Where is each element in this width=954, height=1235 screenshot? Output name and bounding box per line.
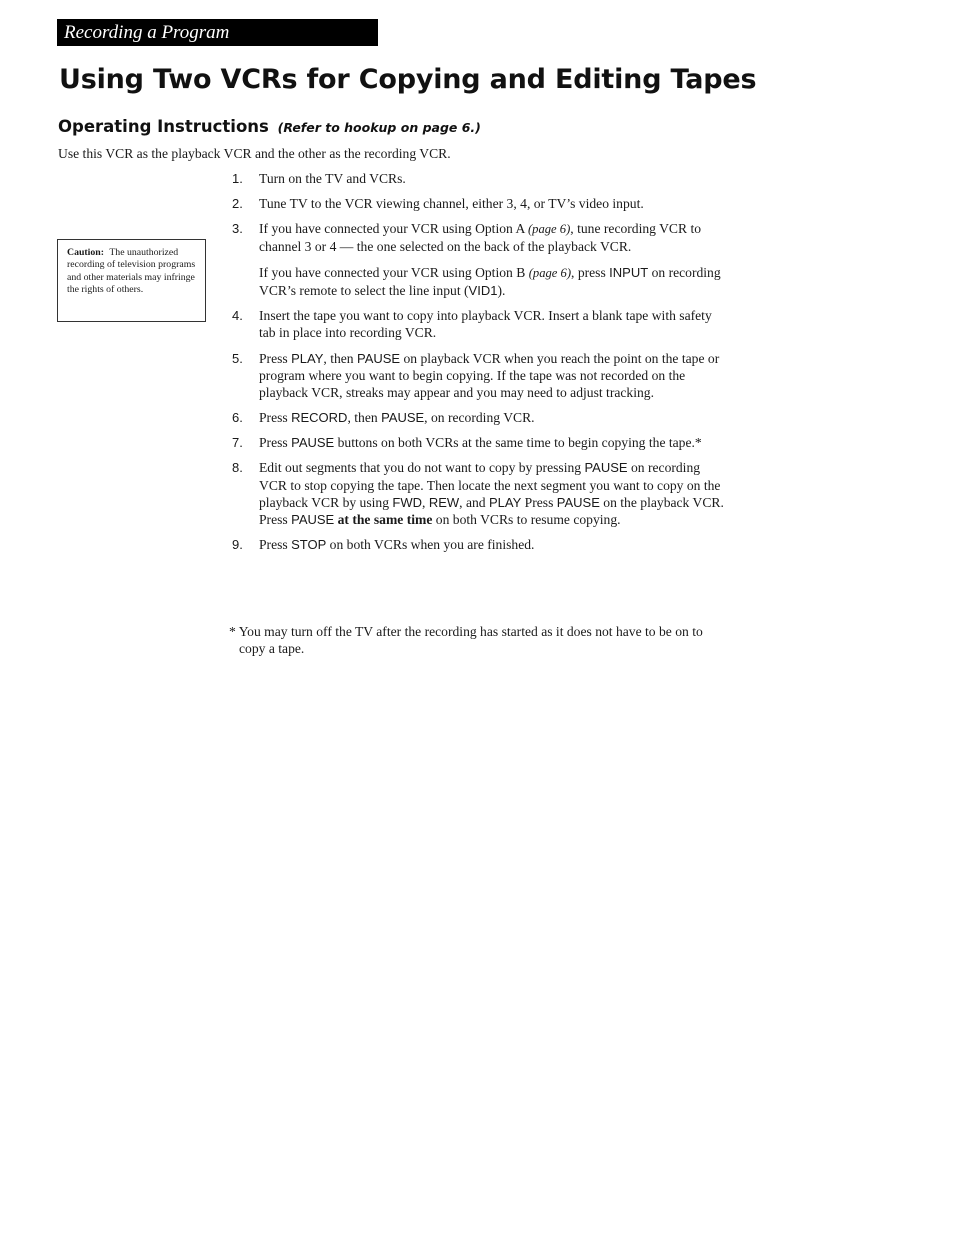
step-number: 6. (232, 410, 243, 426)
key-name: PLAY (489, 495, 522, 511)
step-text (259, 536, 729, 553)
intro-text: Use this VCR as the playback VCR and the other as the recording VCR. (58, 146, 451, 161)
key-name: PAUSE (291, 435, 335, 451)
step-3 (229, 220, 729, 299)
page-title: Using Two VCRs for Copying and Editing Tapes (59, 64, 757, 95)
step-8 (229, 459, 729, 528)
text-run: Press (259, 435, 292, 451)
key-name: REW (428, 495, 460, 511)
key-name: RECORD (291, 410, 348, 426)
step-text (259, 434, 729, 451)
key-name: STOP (291, 537, 327, 553)
key-name: PLAY (291, 350, 324, 366)
text-run: If you have connected your VCR using Option A (259, 221, 528, 237)
text-run: ). (497, 283, 506, 299)
instruction-steps (229, 170, 729, 562)
text-run: If you have connected your VCR using Option B (259, 264, 529, 280)
text-run: , and (459, 495, 489, 511)
emphasis-text: at the same time (337, 512, 433, 528)
text-run: , then (323, 350, 357, 366)
step-text: Turn on the TV and VCRs. (259, 171, 406, 186)
key-name: PAUSE (357, 350, 401, 366)
text-run: , tune recording VCR to channel 3 or 4 — the one selected on the back of the playback VCR. (259, 221, 702, 255)
text-run: Press (259, 350, 292, 366)
step-7 (229, 434, 729, 451)
step-text: Tune TV to the VCR viewing channel, either 3, 4, or TV’s video input. (259, 196, 644, 212)
text-run: on recording VCR’s remote to select the line input ( (259, 264, 721, 299)
text-run: Press (521, 495, 557, 511)
text-run: , then (347, 410, 382, 426)
text-run: Press (259, 410, 292, 426)
step-number: 4. (232, 308, 243, 324)
caution-text: The unauthorized recording of television programs and other materials may infringe the rights of others. (67, 247, 196, 296)
step-text: Insert the tape you want to copy into playback VCR. Insert a blank tape with safety tab in place into recording VCR. (259, 308, 712, 341)
text-run: on both VCRs when you are finished. (326, 537, 535, 553)
key-name: PAUSE (381, 410, 425, 426)
step-number: 2. (232, 196, 243, 212)
page-reference: (page 6) (527, 222, 571, 237)
step-number: 3. (232, 221, 243, 237)
key-name: INPUT (609, 264, 649, 280)
step-number: 9. (232, 537, 243, 553)
text-run: , on recording VCR. (424, 410, 535, 426)
page-reference: (page 6) (528, 265, 572, 280)
caution-label: Caution: (67, 247, 105, 258)
step-number: 7. (232, 435, 243, 451)
key-name: PAUSE (291, 512, 335, 528)
key-name: PAUSE (556, 495, 600, 511)
step-text (259, 459, 729, 528)
step-number: 5. (232, 350, 243, 366)
caution-box (57, 239, 206, 322)
text-run: on the playback VCR. Press (259, 495, 724, 528)
step-4 (229, 307, 729, 342)
section-reference: (Refer to hookup on page 6.) (277, 120, 481, 135)
step-6 (229, 409, 729, 426)
step-text-option-b (259, 264, 729, 300)
step-number: 8. (232, 460, 243, 476)
key-name: PAUSE (584, 460, 628, 476)
step-text-option-a (259, 220, 729, 256)
section-header-bar (57, 19, 378, 46)
text-run: , press (571, 264, 610, 280)
key-name: FWD (392, 495, 423, 511)
text-run: on both VCRs to resume copying. (432, 512, 621, 528)
text-run: on recording VCR to stop copying the tape. Then locate the next segment you want to copy on the playback VCR by using (259, 460, 721, 511)
step-text (259, 350, 729, 402)
text-run: on playback VCR when you reach the point on the tape or program where you want to begin copying. If the tape was not recorded on the playback VCR, streaks may appear and you may need to adjust tracking. (259, 350, 720, 401)
text-run: buttons on both VCRs at the same time to begin copying the tape.* (334, 435, 702, 451)
step-5 (229, 350, 729, 402)
step-9 (229, 536, 729, 553)
footnote: * You may turn off the TV after the recording has started as it does not have to be on to copy a tape. (229, 624, 703, 657)
section-title-text: Operating Instructions (58, 117, 269, 136)
section-header-label: Recording a Program (64, 22, 230, 43)
text-run: , (422, 495, 429, 511)
step-number: 1. (232, 171, 243, 186)
step-text (259, 409, 729, 426)
text-run: Edit out segments that you do not want to copy by pressing (259, 460, 585, 476)
step-2 (229, 195, 729, 212)
text-run: Press (259, 537, 292, 553)
section-title (58, 117, 481, 136)
key-name: VID1 (468, 283, 498, 299)
step-1 (229, 170, 729, 187)
